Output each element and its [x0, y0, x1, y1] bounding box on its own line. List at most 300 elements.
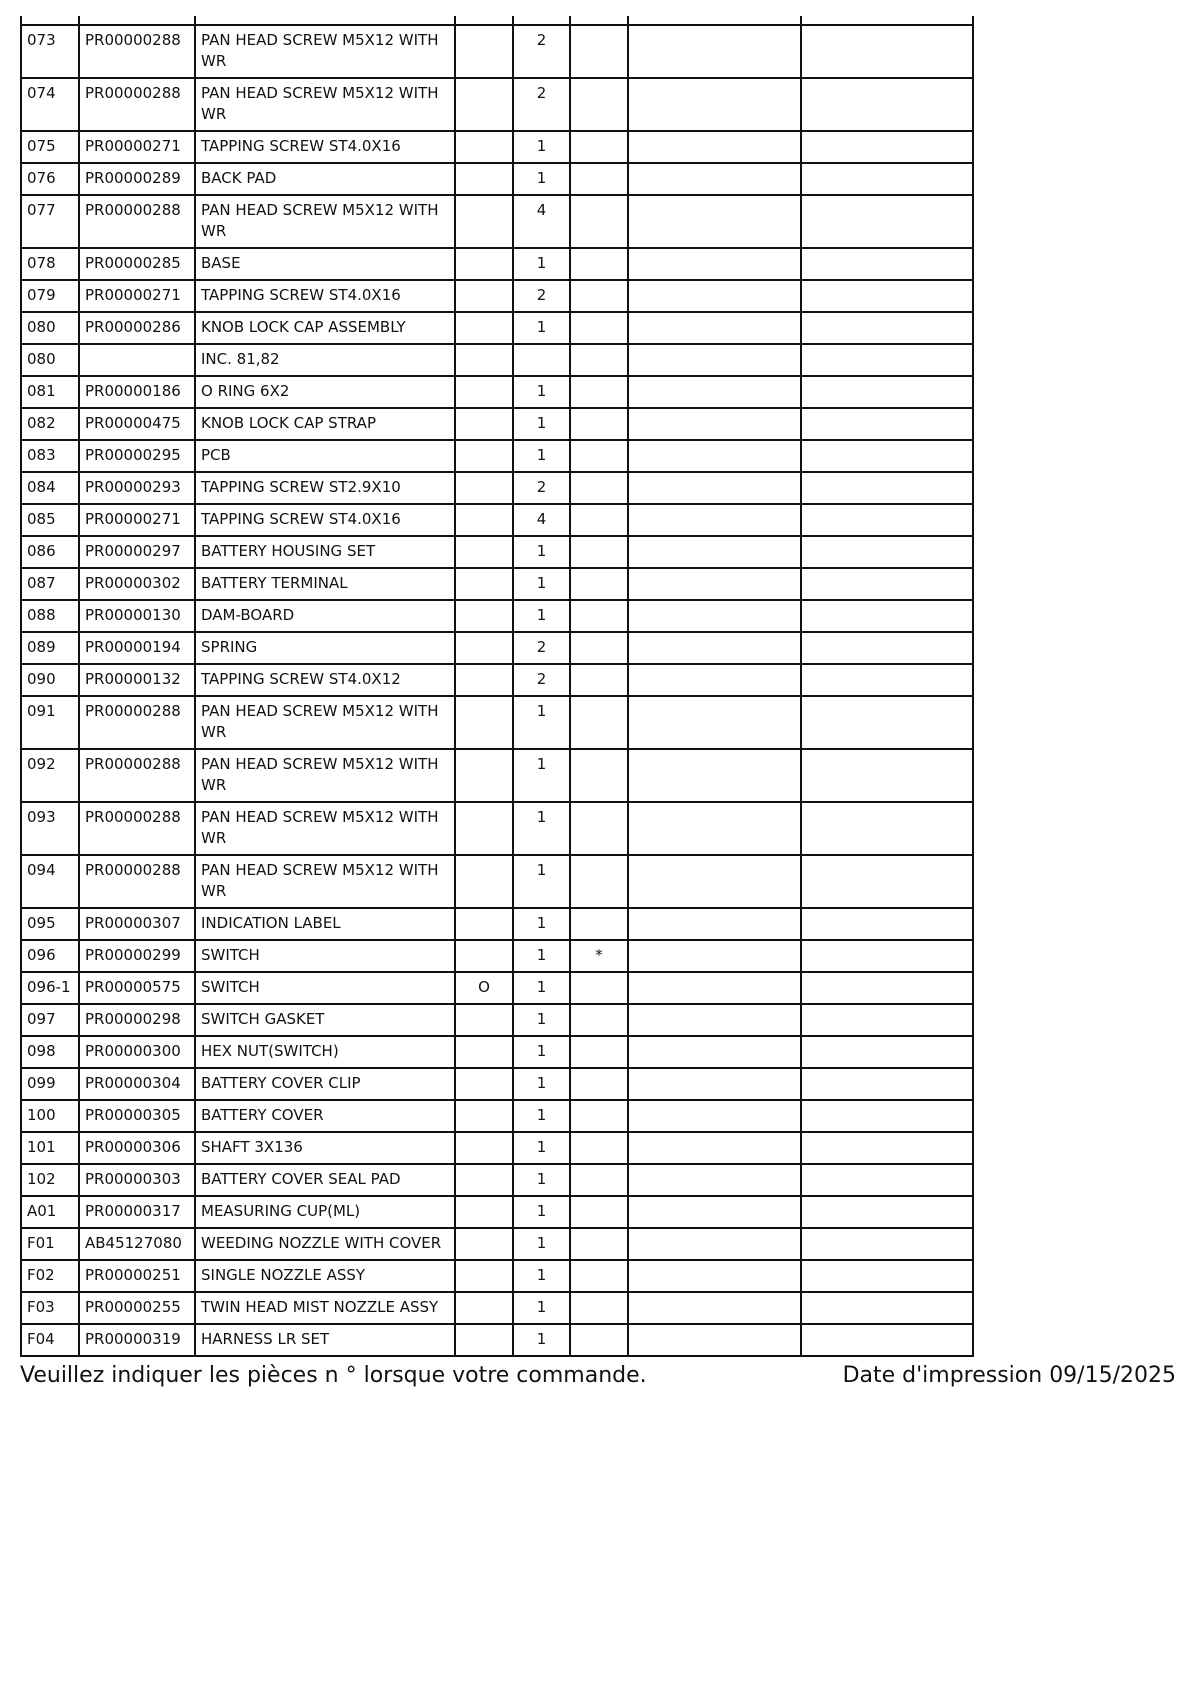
table-edge-stub: [569, 16, 571, 24]
table-row: [21, 600, 973, 632]
blank-cell: [801, 600, 973, 632]
part-reference-cell: PR00000305: [79, 1100, 195, 1132]
part-number-cell: F02: [21, 1260, 79, 1292]
marker-cell: [570, 504, 628, 536]
marker-cell: [570, 1068, 628, 1100]
option-cell: [455, 1324, 513, 1356]
blank-cell: [628, 632, 801, 664]
table-row: [21, 344, 973, 376]
marker-cell: [570, 248, 628, 280]
blank-cell: [801, 972, 973, 1004]
part-reference-cell: PR00000285: [79, 248, 195, 280]
table-row: [21, 504, 973, 536]
option-cell: [455, 163, 513, 195]
part-reference-cell: PR00000300: [79, 1036, 195, 1068]
marker-cell: [570, 802, 628, 855]
part-description-cell: TAPPING SCREW ST4.0X12: [195, 664, 455, 696]
quantity-cell: 1: [513, 131, 570, 163]
blank-cell: [801, 25, 973, 78]
table-row: [21, 972, 973, 1004]
quantity-cell: 1: [513, 536, 570, 568]
part-description-cell: BATTERY HOUSING SET: [195, 536, 455, 568]
part-number-cell: 081: [21, 376, 79, 408]
part-number-cell: 084: [21, 472, 79, 504]
quantity-cell: 1: [513, 312, 570, 344]
quantity-cell: 2: [513, 472, 570, 504]
blank-cell: [801, 696, 973, 749]
part-description-cell: SWITCH GASKET: [195, 1004, 455, 1036]
part-number-cell: 091: [21, 696, 79, 749]
part-reference-cell: PR00000575: [79, 972, 195, 1004]
part-description-cell: PAN HEAD SCREW M5X12 WITH WR: [195, 802, 455, 855]
quantity-cell: 1: [513, 802, 570, 855]
blank-cell: [801, 408, 973, 440]
marker-cell: [570, 408, 628, 440]
blank-cell: [628, 280, 801, 312]
part-description-cell: SINGLE NOZZLE ASSY: [195, 1260, 455, 1292]
part-number-cell: 098: [21, 1036, 79, 1068]
part-number-cell: 080: [21, 312, 79, 344]
part-reference-cell: PR00000317: [79, 1196, 195, 1228]
quantity-cell: 1: [513, 908, 570, 940]
part-reference-cell: PR00000299: [79, 940, 195, 972]
marker-cell: [570, 312, 628, 344]
part-reference-cell: PR00000307: [79, 908, 195, 940]
blank-cell: [628, 78, 801, 131]
option-cell: [455, 504, 513, 536]
blank-cell: [628, 248, 801, 280]
option-cell: [455, 131, 513, 163]
quantity-cell: 1: [513, 940, 570, 972]
part-number-cell: 100: [21, 1100, 79, 1132]
blank-cell: [628, 664, 801, 696]
quantity-cell: 1: [513, 408, 570, 440]
part-number-cell: 085: [21, 504, 79, 536]
option-cell: [455, 802, 513, 855]
parts-table: [20, 24, 974, 1357]
table-row: [21, 25, 973, 78]
part-description-cell: PAN HEAD SCREW M5X12 WITH WR: [195, 696, 455, 749]
quantity-cell: 1: [513, 1164, 570, 1196]
table-row: [21, 1004, 973, 1036]
blank-cell: [628, 749, 801, 802]
table-row: [21, 312, 973, 344]
blank-cell: [628, 1196, 801, 1228]
option-cell: [455, 1196, 513, 1228]
blank-cell: [801, 78, 973, 131]
table-row: [21, 696, 973, 749]
option-cell: [455, 25, 513, 78]
table-row: [21, 802, 973, 855]
marker-cell: [570, 1324, 628, 1356]
table-row: [21, 195, 973, 248]
part-reference-cell: PR00000271: [79, 504, 195, 536]
table-edge-stub: [20, 16, 22, 24]
marker-cell: [570, 472, 628, 504]
table-edge-stub: [972, 16, 974, 24]
blank-cell: [801, 131, 973, 163]
quantity-cell: 1: [513, 1324, 570, 1356]
quantity-cell: 1: [513, 749, 570, 802]
blank-cell: [801, 472, 973, 504]
quantity-cell: 2: [513, 280, 570, 312]
blank-cell: [628, 1004, 801, 1036]
part-description-cell: HEX NUT(SWITCH): [195, 1036, 455, 1068]
table-row: [21, 1132, 973, 1164]
marker-cell: [570, 344, 628, 376]
part-description-cell: MEASURING CUP(ML): [195, 1196, 455, 1228]
part-reference-cell: PR00000293: [79, 472, 195, 504]
part-description-cell: PAN HEAD SCREW M5X12 WITH WR: [195, 749, 455, 802]
blank-cell: [628, 131, 801, 163]
blank-cell: [628, 1292, 801, 1324]
option-cell: [455, 280, 513, 312]
table-row: [21, 749, 973, 802]
option-cell: [455, 344, 513, 376]
quantity-cell: 1: [513, 568, 570, 600]
blank-cell: [628, 1324, 801, 1356]
blank-cell: [801, 632, 973, 664]
blank-cell: [628, 1164, 801, 1196]
blank-cell: [801, 376, 973, 408]
table-row: [21, 1036, 973, 1068]
part-number-cell: 082: [21, 408, 79, 440]
marker-cell: [570, 600, 628, 632]
part-number-cell: F03: [21, 1292, 79, 1324]
blank-cell: [628, 1260, 801, 1292]
part-reference-cell: PR00000186: [79, 376, 195, 408]
option-cell: [455, 749, 513, 802]
table-row: [21, 376, 973, 408]
table-row: [21, 568, 973, 600]
part-number-cell: 074: [21, 78, 79, 131]
part-description-cell: BATTERY COVER CLIP: [195, 1068, 455, 1100]
blank-cell: [801, 1132, 973, 1164]
part-number-cell: 080: [21, 344, 79, 376]
blank-cell: [801, 1260, 973, 1292]
table-row: [21, 248, 973, 280]
marker-cell: [570, 568, 628, 600]
table-row: [21, 536, 973, 568]
part-reference-cell: PR00000286: [79, 312, 195, 344]
part-reference-cell: PR00000288: [79, 195, 195, 248]
part-description-cell: KNOB LOCK CAP ASSEMBLY: [195, 312, 455, 344]
blank-cell: [628, 1036, 801, 1068]
quantity-cell: 1: [513, 1228, 570, 1260]
blank-cell: [801, 749, 973, 802]
table-row: [21, 472, 973, 504]
blank-cell: [628, 908, 801, 940]
option-cell: [455, 248, 513, 280]
table-row: [21, 1292, 973, 1324]
blank-cell: [801, 195, 973, 248]
table-row: [21, 280, 973, 312]
part-number-cell: 089: [21, 632, 79, 664]
part-description-cell: TAPPING SCREW ST4.0X16: [195, 504, 455, 536]
quantity-cell: 2: [513, 25, 570, 78]
blank-cell: [628, 1228, 801, 1260]
marker-cell: [570, 440, 628, 472]
table-edge-stub: [454, 16, 456, 24]
part-reference-cell: PR00000132: [79, 664, 195, 696]
table-row: [21, 855, 973, 908]
part-description-cell: SPRING: [195, 632, 455, 664]
part-reference-cell: PR00000288: [79, 749, 195, 802]
part-description-cell: SWITCH: [195, 972, 455, 1004]
option-cell: [455, 376, 513, 408]
table-edge-stub: [194, 16, 196, 24]
marker-cell: [570, 1132, 628, 1164]
print-date: Date d'impression 09/15/2025: [842, 1363, 1176, 1388]
option-cell: [455, 1100, 513, 1132]
quantity-cell: 1: [513, 1036, 570, 1068]
marker-cell: [570, 908, 628, 940]
part-number-cell: 083: [21, 440, 79, 472]
option-cell: [455, 1164, 513, 1196]
part-number-cell: 078: [21, 248, 79, 280]
table-row: [21, 408, 973, 440]
marker-cell: [570, 632, 628, 664]
table-row: [21, 940, 973, 972]
blank-cell: [628, 600, 801, 632]
blank-cell: [801, 1228, 973, 1260]
part-number-cell: A01: [21, 1196, 79, 1228]
blank-cell: [628, 1100, 801, 1132]
blank-cell: [801, 1036, 973, 1068]
blank-cell: [801, 802, 973, 855]
blank-cell: [628, 312, 801, 344]
blank-cell: [801, 855, 973, 908]
blank-cell: [801, 1292, 973, 1324]
option-cell: [455, 408, 513, 440]
quantity-cell: 1: [513, 855, 570, 908]
option-cell: [455, 1228, 513, 1260]
part-number-cell: 088: [21, 600, 79, 632]
marker-cell: [570, 131, 628, 163]
blank-cell: [801, 280, 973, 312]
blank-cell: [801, 568, 973, 600]
option-cell: [455, 195, 513, 248]
quantity-cell: 1: [513, 972, 570, 1004]
quantity-cell: 1: [513, 600, 570, 632]
blank-cell: [801, 440, 973, 472]
marker-cell: [570, 280, 628, 312]
part-reference-cell: PR00000297: [79, 536, 195, 568]
option-cell: [455, 1036, 513, 1068]
part-reference-cell: [79, 344, 195, 376]
part-description-cell: BATTERY COVER SEAL PAD: [195, 1164, 455, 1196]
blank-cell: [801, 312, 973, 344]
quantity-cell: 2: [513, 78, 570, 131]
part-description-cell: KNOB LOCK CAP STRAP: [195, 408, 455, 440]
marker-cell: [570, 536, 628, 568]
option-cell: [455, 1132, 513, 1164]
part-reference-cell: PR00000130: [79, 600, 195, 632]
part-number-cell: 075: [21, 131, 79, 163]
part-description-cell: BATTERY TERMINAL: [195, 568, 455, 600]
option-cell: [455, 600, 513, 632]
table-edge-stub: [800, 16, 802, 24]
part-reference-cell: AB45127080: [79, 1228, 195, 1260]
part-reference-cell: PR00000295: [79, 440, 195, 472]
table-row: [21, 163, 973, 195]
marker-cell: [570, 376, 628, 408]
part-description-cell: WEEDING NOZZLE WITH COVER: [195, 1228, 455, 1260]
blank-cell: [801, 1100, 973, 1132]
blank-cell: [801, 1196, 973, 1228]
blank-cell: [628, 408, 801, 440]
option-cell: [455, 855, 513, 908]
marker-cell: [570, 1100, 628, 1132]
blank-cell: [628, 1132, 801, 1164]
quantity-cell: 1: [513, 1292, 570, 1324]
option-cell: [455, 1260, 513, 1292]
part-number-cell: 092: [21, 749, 79, 802]
table-row: [21, 440, 973, 472]
part-description-cell: PCB: [195, 440, 455, 472]
blank-cell: [628, 25, 801, 78]
quantity-cell: 1: [513, 696, 570, 749]
option-cell: O: [455, 972, 513, 1004]
marker-cell: [570, 972, 628, 1004]
part-description-cell: BATTERY COVER: [195, 1100, 455, 1132]
blank-cell: [628, 802, 801, 855]
marker-cell: [570, 25, 628, 78]
quantity-cell: 1: [513, 1068, 570, 1100]
part-number-cell: F01: [21, 1228, 79, 1260]
option-cell: [455, 1292, 513, 1324]
table-row: [21, 1260, 973, 1292]
part-reference-cell: PR00000289: [79, 163, 195, 195]
quantity-cell: 1: [513, 1100, 570, 1132]
marker-cell: *: [570, 940, 628, 972]
option-cell: [455, 696, 513, 749]
option-cell: [455, 440, 513, 472]
part-description-cell: PAN HEAD SCREW M5X12 WITH WR: [195, 855, 455, 908]
marker-cell: [570, 1004, 628, 1036]
part-number-cell: 094: [21, 855, 79, 908]
table-edge-stub: [512, 16, 514, 24]
part-description-cell: PAN HEAD SCREW M5X12 WITH WR: [195, 78, 455, 131]
table-edge-stub: [627, 16, 629, 24]
blank-cell: [801, 1164, 973, 1196]
part-description-cell: PAN HEAD SCREW M5X12 WITH WR: [195, 195, 455, 248]
part-number-cell: 095: [21, 908, 79, 940]
part-description-cell: TAPPING SCREW ST4.0X16: [195, 131, 455, 163]
table-row: [21, 1324, 973, 1356]
blank-cell: [628, 972, 801, 1004]
blank-cell: [628, 440, 801, 472]
blank-cell: [801, 1324, 973, 1356]
part-reference-cell: PR00000319: [79, 1324, 195, 1356]
part-description-cell: SWITCH: [195, 940, 455, 972]
part-number-cell: F04: [21, 1324, 79, 1356]
blank-cell: [628, 195, 801, 248]
table-row: [21, 664, 973, 696]
part-reference-cell: PR00000304: [79, 1068, 195, 1100]
marker-cell: [570, 664, 628, 696]
blank-cell: [628, 344, 801, 376]
marker-cell: [570, 1260, 628, 1292]
table-row: [21, 1196, 973, 1228]
option-cell: [455, 632, 513, 664]
option-cell: [455, 940, 513, 972]
part-number-cell: 079: [21, 280, 79, 312]
part-description-cell: TAPPING SCREW ST4.0X16: [195, 280, 455, 312]
quantity-cell: 1: [513, 1132, 570, 1164]
part-description-cell: HARNESS LR SET: [195, 1324, 455, 1356]
quantity-cell: 4: [513, 195, 570, 248]
option-cell: [455, 568, 513, 600]
blank-cell: [628, 376, 801, 408]
blank-cell: [801, 248, 973, 280]
quantity-cell: 1: [513, 440, 570, 472]
part-number-cell: 101: [21, 1132, 79, 1164]
blank-cell: [801, 908, 973, 940]
quantity-cell: 2: [513, 632, 570, 664]
part-number-cell: 097: [21, 1004, 79, 1036]
part-reference-cell: PR00000306: [79, 1132, 195, 1164]
part-number-cell: 090: [21, 664, 79, 696]
part-number-cell: 102: [21, 1164, 79, 1196]
table-row: [21, 1068, 973, 1100]
part-reference-cell: PR00000303: [79, 1164, 195, 1196]
quantity-cell: 1: [513, 1004, 570, 1036]
table-row: [21, 1100, 973, 1132]
blank-cell: [628, 940, 801, 972]
part-description-cell: INC. 81,82: [195, 344, 455, 376]
part-reference-cell: PR00000288: [79, 25, 195, 78]
part-reference-cell: PR00000288: [79, 855, 195, 908]
table-row: [21, 131, 973, 163]
part-reference-cell: PR00000288: [79, 78, 195, 131]
part-description-cell: TWIN HEAD MIST NOZZLE ASSY: [195, 1292, 455, 1324]
blank-cell: [628, 472, 801, 504]
part-number-cell: 087: [21, 568, 79, 600]
table-row: [21, 78, 973, 131]
part-reference-cell: PR00000298: [79, 1004, 195, 1036]
part-number-cell: 086: [21, 536, 79, 568]
option-cell: [455, 1068, 513, 1100]
part-reference-cell: PR00000255: [79, 1292, 195, 1324]
part-reference-cell: PR00000302: [79, 568, 195, 600]
blank-cell: [801, 163, 973, 195]
part-description-cell: PAN HEAD SCREW M5X12 WITH WR: [195, 25, 455, 78]
marker-cell: [570, 1196, 628, 1228]
quantity-cell: 1: [513, 248, 570, 280]
part-description-cell: DAM-BOARD: [195, 600, 455, 632]
part-reference-cell: PR00000251: [79, 1260, 195, 1292]
part-description-cell: BASE: [195, 248, 455, 280]
part-description-cell: BACK PAD: [195, 163, 455, 195]
marker-cell: [570, 696, 628, 749]
table-row: [21, 908, 973, 940]
parts-table-body: [21, 25, 973, 1356]
part-description-cell: O RING 6X2: [195, 376, 455, 408]
blank-cell: [801, 504, 973, 536]
table-row: [21, 632, 973, 664]
quantity-cell: 1: [513, 1260, 570, 1292]
part-number-cell: 096: [21, 940, 79, 972]
option-cell: [455, 472, 513, 504]
blank-cell: [801, 940, 973, 972]
marker-cell: [570, 1292, 628, 1324]
option-cell: [455, 78, 513, 131]
marker-cell: [570, 195, 628, 248]
part-reference-cell: PR00000194: [79, 632, 195, 664]
part-reference-cell: PR00000271: [79, 280, 195, 312]
part-reference-cell: PR00000288: [79, 802, 195, 855]
